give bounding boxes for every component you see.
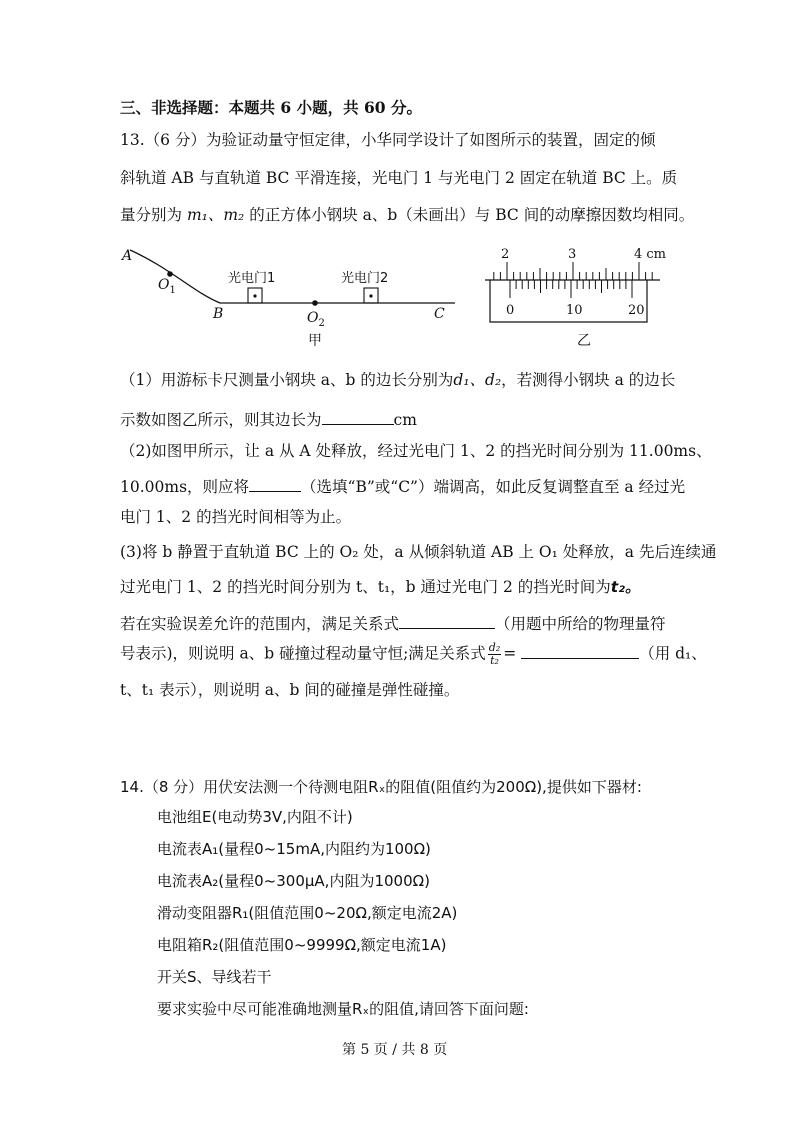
answer-blank-elastic-relation[interactable]	[521, 644, 639, 659]
point-o2-dot	[312, 300, 318, 306]
q14-item-ammeter-a2: 电流表A₂(量程0~300μA,内阻为1000Ω)	[157, 872, 430, 890]
vernier-label-0: 0	[506, 303, 515, 318]
gate2-dot	[369, 294, 372, 297]
q14-item-resistance-box-r2: 电阻箱R₂(阻值范围0~9999Ω,额定电流1A)	[157, 936, 447, 954]
label-a: A	[122, 248, 133, 264]
main-label-3: 3	[568, 247, 577, 262]
q14-intro: 14.（8 分）用伏安法测一个待测电阻Rₓ的阻值(阻值约为200Ω),提供如下器材:	[120, 778, 642, 796]
main-scale-ticks	[494, 262, 652, 280]
label-b: B	[213, 306, 224, 322]
caption-jia: 甲	[308, 333, 322, 349]
page-footer: 第 5 页 / 共 8 页	[342, 1042, 448, 1058]
vernier-scale-ticks	[510, 280, 632, 298]
label-c: C	[434, 306, 445, 322]
q13-p3-line-5: t、t₁ 表示），则说明 a、b 间的碰撞是弹性碰撞。	[120, 681, 460, 699]
section-heading: 三、非选择题：本题共 6 小题，共 60 分。	[120, 98, 422, 117]
q13-p2-line-2: 10.00ms，则应将 （选填“B”或“C”）端调高，如此反复调整直至 a 经过光	[120, 478, 686, 496]
q13-mass-symbols: m₁、m₂	[186, 206, 245, 224]
q13-p3-line-1: (3)将 b 静置于直轨道 BC 上的 O₂ 处，a 从倾斜轨道 AB 上 O₁ 处释放，a 先后连续通	[120, 543, 717, 561]
q13-edge-symbols: d₁、d₂	[453, 371, 502, 389]
q13-p2-line-3: 电门 1、2 的挡光时间相等为止。	[120, 508, 352, 526]
answer-blank-end-choice[interactable]	[249, 477, 301, 492]
q13-intro-3a: 量分别为	[120, 206, 183, 224]
point-o1-dot	[167, 271, 173, 277]
q14-item-rheostat-r1: 滑动变阻器R₁(阻值范围0~20Ω,额定电流2A)	[157, 904, 458, 922]
q13-intro-line-1: 13.（6 分）为验证动量守恒定律，小华同学设计了如图所示的装置，固定的倾	[120, 131, 656, 149]
gate1-dot	[253, 294, 256, 297]
q14-item-ammeter-a1: 电流表A₁(量程0~15mA,内阻约为100Ω)	[157, 840, 431, 858]
q13-p3-line-2: 过光电门 1、2 的挡光时间分别为 t、t₁，b 通过光电门 2 的挡光时间为t₂。	[120, 578, 641, 596]
fraction-d2-over-t2: $\frac{\text{d₂}}{\text{t₂}}$	[488, 641, 501, 667]
answer-blank-momentum-relation[interactable]	[399, 614, 495, 629]
q13-intro-line-3	[120, 208, 694, 224]
label-gate1: 光电门1	[228, 271, 276, 286]
q13-intro-line-2: 斜轨道 AB 与直轨道 BC 平滑连接，光电门 1 与光电门 2 固定在轨道 BC 上。质	[120, 169, 678, 187]
main-label-2: 2	[501, 247, 510, 262]
q14-item-battery: 电池组E(电动势3V,内阻不计)	[157, 808, 353, 826]
q13-p3-line-4: 号表示)，则说明 a、b 碰撞过程动量守恒;满足关系式 $\frac{\text{d₂}}{\text{t₂}}$ = （用 d₁、	[120, 641, 707, 667]
q13-p3-line-3: 若在实验误差允许的范围内，满足关系式 （用题中所给的物理量符	[120, 615, 666, 633]
main-label-4cm: 4 cm	[634, 247, 667, 262]
label-o1: $O_1$	[158, 277, 176, 296]
q14-requirement: 要求实验中尽可能准确地测量Rₓ的阻值,请回答下面问题:	[157, 1000, 529, 1018]
vernier-label-20: 20	[628, 303, 645, 318]
q14-item-switch-wires: 开关S、导线若干	[157, 968, 272, 986]
q13-p1-line-1: （1）用游标卡尺测量小钢块 a、b 的边长分别为d₁、d₂，若测得小钢块 a 的边长	[120, 371, 676, 389]
label-o2: $O_2$	[307, 310, 325, 329]
label-gate2: 光电门2	[341, 271, 389, 286]
q13-p1-line-2: 示数如图乙所示，则其边长为 cm	[120, 411, 417, 429]
answer-blank-edge-length[interactable]	[322, 410, 394, 425]
vernier-label-10: 10	[566, 303, 583, 318]
caption-yi: 乙	[577, 333, 591, 349]
q13-p2-line-1: （2)如图甲所示，让 a 从 A 处释放，经过光电门 1、2 的挡光时间分别为 11.00ms、	[120, 442, 712, 460]
q13-intro-3b: 的正方体小钢块 a、b（未画出）与 BC 间的动摩擦因数均相同。	[249, 206, 695, 224]
track-curve	[130, 250, 455, 303]
